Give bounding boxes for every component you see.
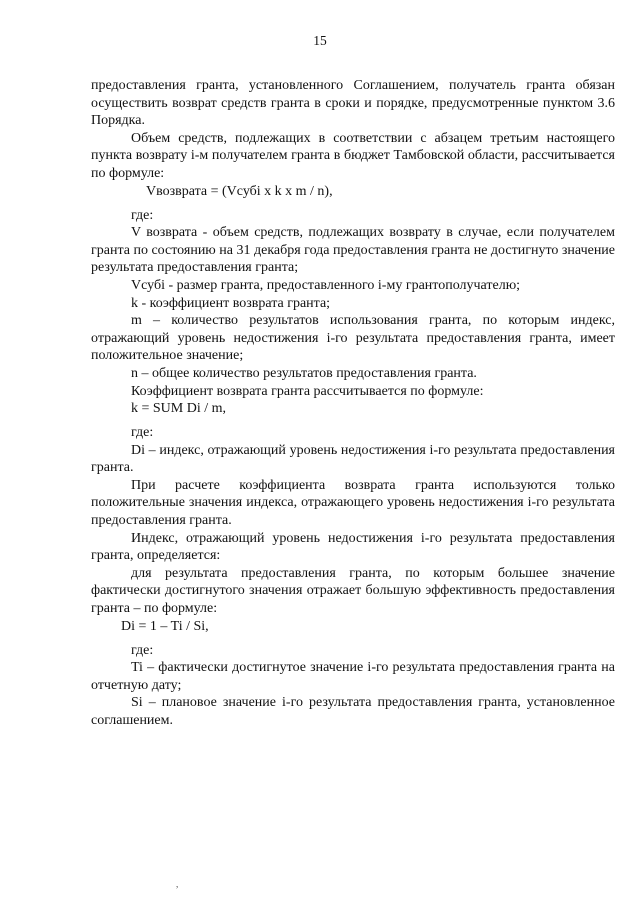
paragraph: Индекс, отражающий уровень недостижения і-го результата предоставления гранта, определяется:	[91, 530, 615, 564]
paragraph: предоставления гранта, установленного Соглашением, получатель гранта обязан осуществить возврат средств гранта в сроки и порядке, предусмотренные пунктом 3.6 Порядка.	[91, 78, 615, 129]
definition-n: n – общее количество результатов предоставления гранта.	[131, 365, 477, 381]
definition-v-return: V возврата - объем средств, подлежащих возврату в случае, если получателем гранта по состоянию на 31 декабря года предоставления гранта не достигнуто значение результата предоставления гранта;	[91, 225, 616, 276]
paragraph: Объем средств, подлежащих в соответствии с абзацем третьим настоящего пункта возврату i-м получателем гранта в бюджет Тамбовской области, рассчитывается по формуле:	[91, 130, 615, 181]
formula-di: Di = 1 – Ti / Si,	[121, 618, 209, 634]
definition-k: k - коэффициент возврата гранта;	[131, 295, 331, 311]
scan-mark: ,	[176, 879, 179, 889]
where-label: где:	[131, 642, 154, 658]
paragraph: Коэффициент возврата гранта рассчитывается по формуле:	[131, 383, 484, 399]
definition-di: Di – индекс, отражающий уровень недостижения і-го результата предоставления гранта.	[91, 442, 615, 476]
definition-m: m – количество результатов использования гранта, по которым индекс, отражающий уровень недостижения і-го результата предоставления гранта, имеет положительное значение;	[91, 313, 615, 364]
paragraph: При расчете коэффициента возврата гранта используются только положительные значения индекса, отражающего уровень недостижения і-го результата предоставления гранта.	[91, 477, 615, 529]
page-number: 15	[313, 33, 327, 48]
where-label: где:	[131, 425, 154, 441]
document-body	[91, 77, 615, 730]
definition-v-sub: Vсубі - размер гранта, предоставленного і-му грантополучателю;	[131, 277, 521, 293]
definition-ti: Ti – фактически достигнутое значение і-го результата предоставления гранта на отчетную дату;	[91, 660, 615, 693]
formula-k: k = SUM Di / m,	[131, 401, 227, 417]
definition-si: Si – плановое значение і-го результата предоставления гранта, установленное соглашением.	[91, 695, 615, 728]
formula-v-return: Vвозврата = (Vсубі x k x m / n),	[146, 183, 333, 199]
paragraph: для результата предоставления гранта, по которым большее значение фактически достигнутого значения отражает большую эффективность предоставления гранта – по формуле:	[91, 565, 615, 617]
where-label: где:	[131, 207, 154, 223]
